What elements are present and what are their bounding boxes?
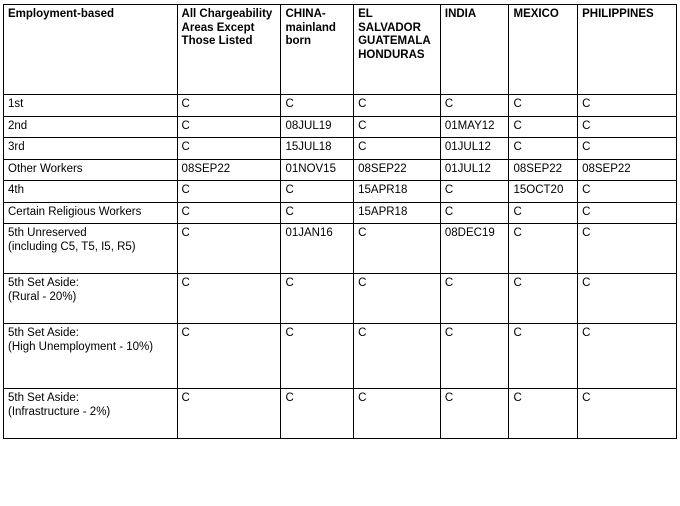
table-row [4,324,677,389]
table-header [4,5,677,95]
column-header-india: INDIA [440,5,509,95]
cell-all-areas: C [177,95,281,117]
cell-philippines: C [578,224,677,274]
cell-mexico: C [509,389,578,439]
table-row [4,116,677,138]
row-category-sublabel: (Infrastructure - 2%) [8,405,111,418]
row-category-cell [4,159,178,181]
cell-all-areas: C [177,138,281,160]
cell-india: 01JUL12 [440,138,509,160]
cell-mexico: C [509,138,578,160]
cell-el-salvador: C [354,324,441,389]
cell-china: 01NOV15 [281,159,354,181]
cell-philippines: 08SEP22 [578,159,677,181]
cell-china: 08JUL19 [281,116,354,138]
column-header-employment-based: Employment-based [4,5,178,95]
row-category-cell [4,224,178,274]
table-body [4,95,677,439]
cell-mexico: C [509,95,578,117]
cell-philippines: C [578,116,677,138]
table-row [4,181,677,203]
row-category-cell [4,324,178,389]
table-row [4,224,677,274]
row-category-label: 5th Unreserved [8,227,87,239]
cell-el-salvador: C [354,224,441,274]
table-header-row [4,5,677,95]
cell-all-areas: C [177,224,281,274]
column-header-all-areas: All Chargeability Areas Except Those Listed [177,5,281,95]
cell-mexico: C [509,224,578,274]
column-header-china: CHINA-mainland born [281,5,354,95]
cell-all-areas: C [177,202,281,224]
table-row [4,159,677,181]
cell-el-salvador: C [354,116,441,138]
cell-el-salvador: C [354,389,441,439]
cell-philippines: C [578,274,677,324]
row-category-cell [4,274,178,324]
employment-based-visa-table [3,4,677,439]
table-row [4,95,677,117]
cell-philippines: C [578,202,677,224]
row-category-sublabel: (including C5, T5, I5, R5) [8,240,136,253]
row-category-sublabel: (High Unemployment - 10%) [8,340,154,353]
row-category-label: 2nd [8,119,28,132]
cell-mexico: C [509,202,578,224]
cell-india: 08DEC19 [440,224,509,274]
cell-india: C [440,181,509,203]
cell-el-salvador: 08SEP22 [354,159,441,181]
cell-all-areas: C [177,116,281,138]
row-category-label: 1st [8,98,24,110]
cell-philippines: C [578,389,677,439]
column-header-mexico: MEXICO [509,5,578,95]
cell-philippines: C [578,138,677,160]
cell-mexico: C [509,324,578,389]
row-category-label: Other Workers [8,162,83,175]
row-category-label: 3rd [8,141,25,153]
cell-china: 01JAN16 [281,224,354,274]
row-category-label: 5th Set Aside: [8,277,79,289]
cell-china: C [281,95,354,117]
cell-philippines: C [578,95,677,117]
cell-india: C [440,202,509,224]
row-category-label: Certain Religious Workers [8,205,142,218]
cell-india: C [440,389,509,439]
cell-el-salvador: 15APR18 [354,181,441,203]
cell-china: 15JUL18 [281,138,354,160]
row-category-cell [4,181,178,203]
table-row [4,389,677,439]
cell-all-areas: 08SEP22 [177,159,281,181]
cell-india: C [440,95,509,117]
cell-all-areas: C [177,324,281,389]
cell-china: C [281,324,354,389]
table-row [4,274,677,324]
table-row [4,202,677,224]
table-row [4,138,677,160]
cell-philippines: C [578,324,677,389]
row-category-label: 5th Set Aside: [8,392,79,404]
cell-india: 01MAY12 [440,116,509,138]
cell-india: C [440,324,509,389]
cell-el-salvador: C [354,95,441,117]
cell-mexico: 15OCT20 [509,181,578,203]
cell-india: 01JUL12 [440,159,509,181]
cell-china: C [281,389,354,439]
cell-el-salvador: C [354,274,441,324]
cell-all-areas: C [177,389,281,439]
cell-china: C [281,202,354,224]
row-category-cell [4,389,178,439]
cell-philippines: C [578,181,677,203]
cell-china: C [281,274,354,324]
cell-el-salvador: C [354,138,441,160]
row-category-sublabel: (Rural - 20%) [8,290,77,303]
cell-el-salvador: 15APR18 [354,202,441,224]
cell-india: C [440,274,509,324]
cell-all-areas: C [177,274,281,324]
row-category-cell [4,116,178,138]
cell-china: C [281,181,354,203]
cell-mexico: C [509,274,578,324]
column-header-el-salvador-guatemala-honduras: EL SALVADOR GUATEMALA HONDURAS [354,5,441,95]
row-category-cell [4,138,178,160]
row-category-cell [4,95,178,117]
row-category-label: 4th [8,184,24,196]
row-category-cell [4,202,178,224]
cell-mexico: C [509,116,578,138]
cell-mexico: 08SEP22 [509,159,578,181]
column-header-philippines: PHILIPPINES [578,5,677,95]
row-category-label: 5th Set Aside: [8,327,79,339]
cell-all-areas: C [177,181,281,203]
